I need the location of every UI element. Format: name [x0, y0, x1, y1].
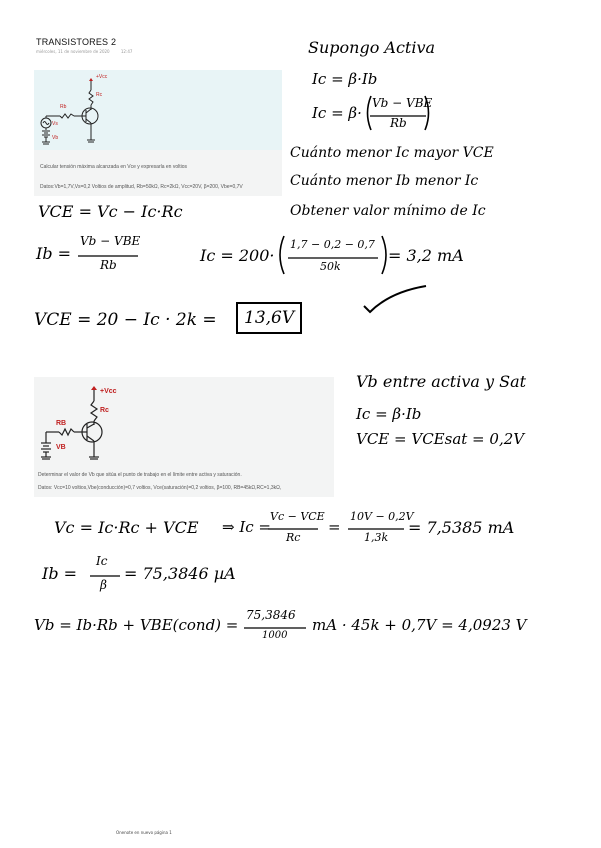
p1-label-rc: Rc: [96, 92, 103, 98]
p2-data: Datos: Vcc=10 voltios,Vbe(conducción)=0,7 voltios, Vce(saturación)=0,2 voltios, β=100, RB=45kΩ,RC=1,3kΩ,: [38, 485, 282, 491]
p1-label-rb: Rb: [60, 104, 67, 110]
p2-label-vb: VB: [56, 444, 66, 451]
n2-ic-result: = 7,5385 mA: [408, 518, 515, 537]
n1-ib-num: Vb − VBE: [80, 234, 141, 248]
n1-ib-prefix: Ib =: [36, 244, 72, 263]
n2-ic-den2: 1,3k: [364, 531, 389, 544]
n1-paren-right: [424, 94, 432, 132]
page-title: TRANSISTORES 2: [36, 37, 117, 47]
p2-label-vcc: +Vcc: [100, 388, 117, 395]
n2-vb-formula: Vb = Ib·Rb + VBE(cond) =: [34, 616, 239, 634]
p1-question: Calcular tensión máxima alcanzada en Vce y expresarla en voltios: [40, 164, 188, 170]
n2-vb-den: 1000: [262, 630, 288, 641]
page-date: miércoles, 11 de noviembre de 2020: [36, 49, 110, 54]
n2-ib-prefix: Ib =: [42, 564, 78, 583]
n1-ic-calc-paren-left: [276, 234, 286, 276]
n1-less-ib-less-ic: Cuánto menor Ib menor Ic: [290, 173, 479, 189]
n2-ib-bar: [90, 574, 124, 578]
n1-ic-formula-den: Rb: [390, 116, 407, 130]
n2-ic-prefix: ⇒ Ic =: [222, 518, 271, 536]
n2-ib-result: = 75,3846 µA: [124, 564, 236, 583]
p1-label-vcc: +Vcc: [96, 74, 108, 80]
page-meta: [36, 49, 142, 54]
n2-ib-num: Ic: [96, 554, 108, 568]
n1-ic-formula-num: Vb − VBE: [372, 96, 433, 110]
problem1-circuit-diagram: [34, 70, 282, 150]
checkmark-icon: [360, 282, 430, 316]
p2-label-rc: Rc: [100, 407, 109, 414]
n1-vce-calc: VCE = 20 − Ic · 2k =: [34, 310, 217, 330]
n1-vce-result: 13,6V: [236, 302, 302, 334]
n1-vce-formula: VCE = Vc − Ic·Rc: [38, 202, 183, 221]
n1-ic-calc-result: = 3,2 mA: [388, 246, 464, 265]
p1-label-vb: Vb: [52, 135, 59, 141]
n1-ic-calc-den: 50k: [320, 260, 341, 273]
n2-vce-sat: VCE = VCEsat = 0,2V: [356, 430, 525, 448]
n2-ib-den: β: [100, 578, 107, 592]
n1-ic-formula-prefix: Ic = β·: [312, 104, 362, 122]
p1-data: Datos:Vb=1,7V,Vs=0,2 Voltios de amplitud, Rb=50kΩ, Rc=2kΩ, Vcc=20V, β=200, Vbe=0,7V: [40, 184, 243, 190]
n2-vb-result: mA · 45k + 0,7V = 4,0923 V: [312, 616, 527, 634]
n1-ib-den: Rb: [100, 258, 117, 272]
n1-less-ic-more-vce: Cuánto menor Ic mayor VCE: [290, 145, 494, 161]
p2-label-rb: RB: [56, 420, 67, 427]
p1-label-vs: Vs: [52, 121, 58, 127]
n2-ic-equals: =: [328, 518, 341, 536]
n2-vb-num: 75,3846: [246, 608, 296, 622]
n1-ic-calc-prefix: Ic = 200·: [200, 246, 275, 265]
n1-ic-beta-ib: Ic = β·Ib: [312, 70, 378, 88]
p2-question: Determinar el valor de Vb que sitúa el punto de trabajo en el límite entre activa y saturación.: [38, 472, 242, 478]
n1-obtain-min-ic: Obtener valor mínimo de Ic: [290, 203, 486, 219]
n2-ic-num1: Vc − VCE: [270, 510, 325, 523]
n2-ic-beta-ib: Ic = β·Ib: [356, 405, 422, 423]
n2-ic-num2: 10V − 0,2V: [350, 510, 414, 523]
n1-ic-calc-num: 1,7 − 0,2 − 0,7: [290, 238, 375, 251]
n2-vb-between: Vb entre activa y Sat: [356, 372, 527, 391]
page-footer: Onenote en nuevo página 1: [116, 830, 172, 835]
n2-vc-formula: Vc = Ic·Rc + VCE: [54, 518, 199, 537]
n1-suppose-active: Supongo Activa: [308, 38, 436, 57]
n1-paren-left: [364, 94, 372, 132]
problem2-circuit-diagram: [34, 377, 334, 467]
n2-ic-den1: Rc: [286, 531, 301, 544]
page-time: 12:47: [120, 49, 133, 54]
